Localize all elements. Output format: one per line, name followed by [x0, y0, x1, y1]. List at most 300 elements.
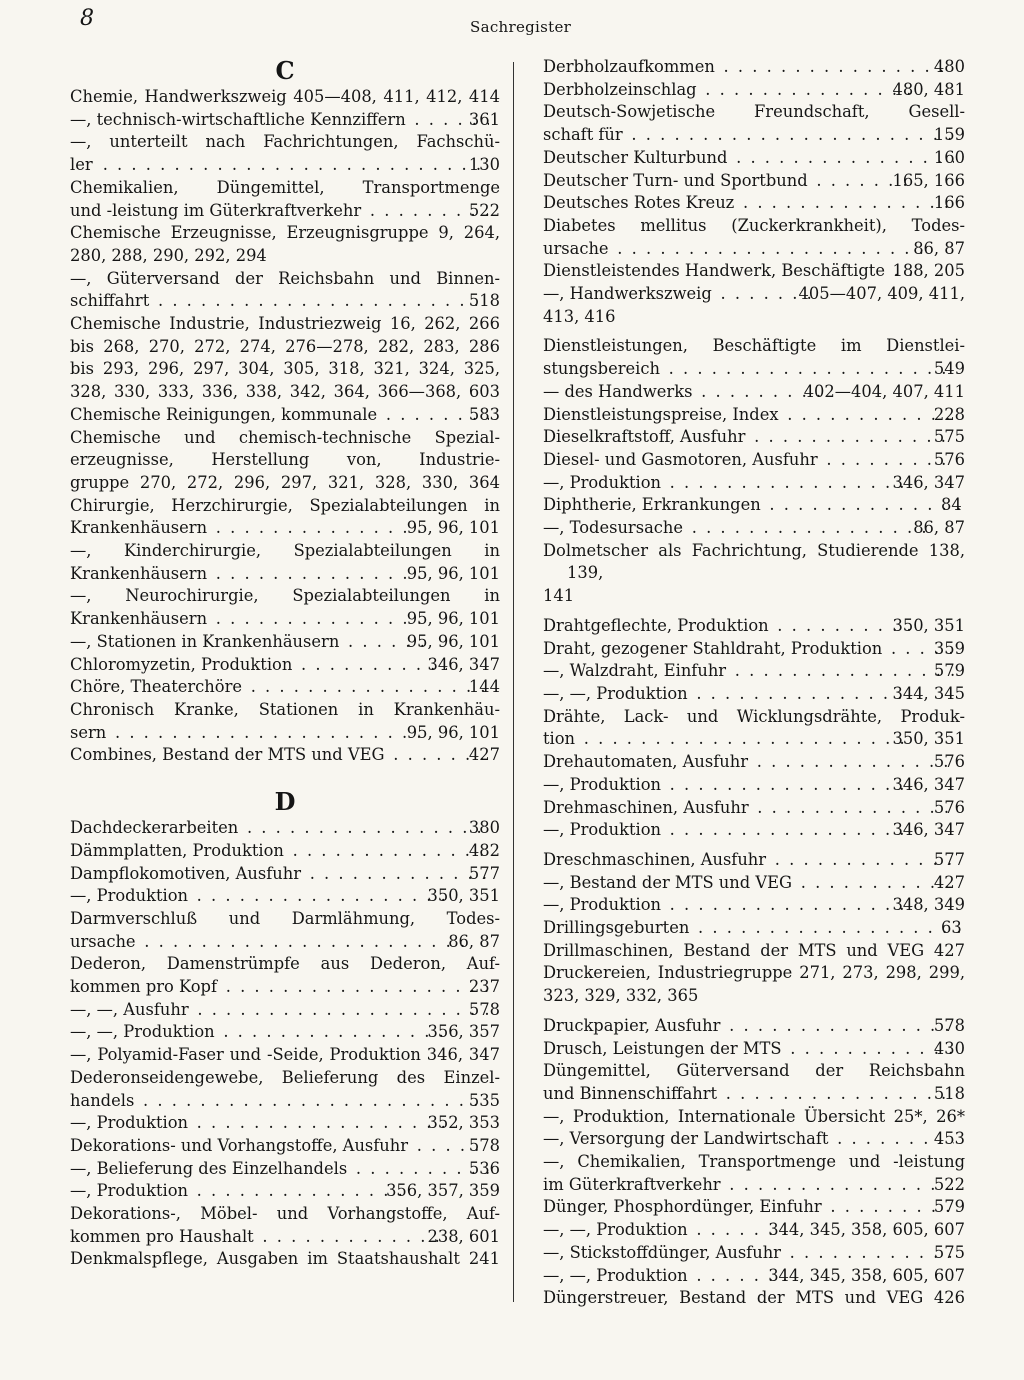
index-line [543, 1196, 965, 1219]
index-line [70, 1135, 500, 1158]
entry-text: —, —, Produktion [70, 1022, 215, 1042]
page-refs: 159 [933, 125, 965, 145]
index-line: Chemikalien, Düngemittel, Transportmenge [70, 177, 500, 197]
dot-leader [724, 1015, 953, 1038]
index-entry [70, 268, 500, 313]
page-refs: 402—404, 407, 411 [803, 381, 965, 401]
index-entry [70, 222, 500, 267]
index-entry [70, 109, 500, 132]
index-entry [543, 147, 965, 170]
page-refs: 356, 357, 359 [386, 1181, 500, 1201]
dot-leader [153, 290, 489, 313]
entry-text: ursache [70, 931, 136, 951]
dot-leader [579, 728, 912, 751]
index-entry [70, 840, 500, 863]
index-line: 141 [543, 586, 575, 606]
page-refs: 579 [933, 1197, 965, 1217]
entry-text: —, Bestand der MTS und VEG [543, 872, 793, 892]
dot-leader [613, 238, 934, 261]
index-entry [70, 1044, 500, 1067]
page-refs: 237 [468, 977, 500, 997]
index-entry [543, 472, 965, 495]
index-entry [70, 1021, 500, 1044]
entry-text: —, Produktion [543, 774, 661, 794]
index-entry [543, 426, 965, 449]
entry-text: schaft für [543, 125, 623, 145]
dot-leader [731, 147, 954, 170]
page-refs: 427 [468, 745, 500, 765]
entry-text: sern [70, 722, 107, 742]
dot-leader [701, 79, 913, 102]
index-entry [70, 1180, 500, 1203]
page-refs: 575 [933, 427, 965, 447]
dot-leader [752, 751, 954, 774]
index-entry [543, 381, 965, 404]
index-entry [543, 660, 965, 683]
entry-text: Dienstleistendes Handwerk, Beschäftigte [543, 261, 885, 281]
entry-text: Diphtherie, Erkrankungen [543, 495, 761, 515]
index-entry [543, 1265, 965, 1288]
index-entry [70, 404, 500, 427]
dot-leader [258, 1226, 448, 1249]
index-entry [70, 313, 500, 404]
index-entry [70, 744, 500, 767]
index-line: Chronisch Kranke, Stationen in Krankenhäu- [70, 699, 500, 719]
dot-leader [192, 885, 448, 908]
entry-text: Dreschmaschinen, Ausfuhr [543, 849, 767, 869]
index-line [543, 358, 965, 381]
index-entry [70, 654, 500, 677]
index-entry [70, 131, 500, 176]
index-entry [70, 1203, 500, 1248]
index-line: Druckereien, Industriegruppe 271, 273, 298, 299, [543, 963, 965, 983]
index-line [543, 1242, 965, 1265]
dot-leader [796, 872, 954, 895]
index-line [543, 381, 965, 404]
index-line: Diphtherie, Erkrankungen . . . 84 [567, 494, 965, 517]
page-refs: 579 [933, 661, 965, 681]
page-refs: 482 [468, 840, 500, 860]
page-refs: 95, 96, 101 [406, 563, 500, 583]
entry-text: — des Handwerks [543, 381, 693, 401]
index-entry [543, 638, 965, 661]
dot-leader [664, 358, 954, 381]
index-entry [543, 283, 965, 328]
page-refs: 346, 347 [892, 820, 965, 840]
index-entry [543, 774, 965, 797]
index-line [70, 200, 500, 223]
dot-leader [693, 917, 961, 940]
page-refs: 350, 351 [892, 615, 965, 635]
entry-text: Draht, gezogener Stahldraht, Produktion [543, 638, 883, 658]
entry-text: kommen pro Kopf [70, 977, 218, 997]
index-line [543, 170, 965, 193]
index-line [543, 147, 965, 170]
index-line [70, 1112, 500, 1135]
page-refs: 518 [933, 1083, 965, 1103]
index-line: Dederonseidengewebe, Belieferung des Einzel- [70, 1067, 500, 1087]
index-line [543, 872, 965, 895]
page-refs: 346, 347 [427, 654, 500, 674]
entry-text: Dünger, Phosphordünger, Einfuhr [543, 1197, 822, 1217]
entry-text: Dieselkraftstoff, Ausfuhr [543, 427, 746, 447]
index-line: bis 268, 270, 272, 274, 276—278, 282, 283, 286 [70, 336, 500, 356]
index-line: —, Güterversand der Reichsbahn und Binnen- [70, 268, 500, 288]
index-entry [543, 215, 965, 260]
entry-text: Drusch, Leistungen der MTS [543, 1038, 782, 1058]
entry-text: Dampflokomotiven, Ausfuhr [70, 863, 301, 883]
index-line: Dekorations-, Möbel- und Vorhangstoffe, Auf- [70, 1204, 500, 1224]
index-line [70, 885, 500, 908]
page-refs: 86, 87 [913, 518, 965, 538]
index-line: Düngerstreuer, Bestand der MTS und VEG 426 [543, 1288, 965, 1308]
entry-text: Dekorations- und Vorhangstoffe, Ausfuhr [70, 1135, 409, 1155]
index-entry [543, 170, 965, 193]
page-refs: 405—407, 409, 411, [798, 284, 965, 304]
dot-leader [98, 154, 489, 177]
page-refs: 352, 353 [427, 1113, 500, 1133]
page-refs: 348, 349 [892, 895, 965, 915]
index-line: Dederon, Damenstrümpfe aus Dederon, Auf- [70, 954, 500, 974]
dot-leader [665, 774, 913, 797]
page-refs: 166 [933, 193, 965, 213]
entry-text: —, Handwerkszweig [543, 284, 712, 304]
index-line [70, 608, 500, 631]
index-line: —, Polyamid-Faser und -Seide, Produktion 346, 347 [70, 1045, 500, 1065]
entry-text: —, —, Produktion [543, 1265, 688, 1285]
index-entry [70, 585, 500, 630]
index-entry [70, 817, 500, 840]
index-line [70, 109, 500, 132]
entry-text: Krankenhäusern [70, 609, 208, 629]
index-entry [543, 335, 965, 380]
dot-leader [665, 819, 913, 842]
index-entry [70, 631, 500, 654]
page-refs: 228 [933, 404, 965, 424]
entry-text: —, Produktion [70, 1113, 188, 1133]
page-refs: 346, 347 [892, 472, 965, 492]
index-line: —, Neurochirurgie, Spezialabteilungen in [70, 586, 500, 606]
dot-leader [211, 517, 427, 540]
index-entry [543, 1128, 965, 1151]
dot-leader [246, 676, 489, 699]
entry-text: —, Stickstoffdünger, Ausfuhr [543, 1242, 781, 1262]
index-entry [70, 1112, 500, 1135]
index-entry [543, 1038, 965, 1061]
index-line [543, 683, 965, 706]
page-refs: 583 [468, 404, 500, 424]
entry-text: Chöre, Theaterchöre [70, 677, 242, 697]
entry-text: —, Belieferung des Einzelhandels [70, 1158, 348, 1178]
index-line: Chemische Erzeugnisse, Erzeugnisgruppe 9, 264, [70, 223, 500, 243]
entry-text: Diesel- und Gasmotoren, Ausfuhr [543, 449, 818, 469]
dot-leader [288, 840, 489, 863]
entry-text: —, —, Produktion [543, 683, 688, 703]
page-refs: 430 [933, 1038, 965, 1058]
entry-text: Druckpapier, Ausfuhr [543, 1015, 721, 1035]
index-line: Drillmaschinen, Bestand der MTS und VEG 427 [543, 940, 965, 960]
index-line [543, 1015, 965, 1038]
index-entry [70, 953, 500, 998]
index-entry [70, 999, 500, 1022]
page-refs: 95, 96, 101 [406, 631, 500, 651]
page-refs: 344, 345, 358, 605, 607 [768, 1265, 965, 1285]
page-refs: 350, 351 [427, 886, 500, 906]
page-refs: 95, 96, 101 [406, 722, 500, 742]
entry-text: kommen pro Haushalt [70, 1226, 254, 1246]
entry-text: Deutscher Turn- und Sportbund [543, 170, 808, 190]
page-refs: 144 [468, 677, 500, 697]
index-line [543, 426, 965, 449]
index-line: —, Kinderchirurgie, Spezialabteilungen in [70, 541, 500, 561]
dot-leader [687, 517, 933, 540]
index-line: Denkmalspflege, Ausgaben im Staatshaushalt 241 [70, 1249, 500, 1269]
dot-leader [110, 722, 427, 745]
entry-text: Krankenhäusern [70, 563, 208, 583]
index-line: erzeugnisse, Herstellung von, Industrie- [70, 450, 500, 470]
index-line [543, 472, 965, 495]
index-line [543, 56, 965, 79]
index-line [70, 1021, 500, 1044]
index-entry [543, 540, 965, 608]
dot-leader [785, 1242, 954, 1265]
page-refs: 95, 96, 101 [406, 609, 500, 629]
dot-leader [665, 894, 913, 917]
index-line [70, 999, 500, 1022]
index-line: Deutsch-Sowjetische Freundschaft, Gesell- [543, 102, 965, 122]
index-entry [543, 1242, 965, 1265]
page-refs: 95, 96, 101 [406, 518, 500, 538]
dot-leader [219, 1021, 448, 1044]
page-refs: 577 [933, 849, 965, 869]
index-line: Drähte, Lack- und Wicklungsdrähte, Produk- [543, 706, 965, 726]
index-entry [543, 962, 965, 1007]
index-line [543, 79, 965, 102]
page-refs: 522 [933, 1174, 965, 1194]
entry-text: —, Todesursache [543, 518, 684, 538]
entry-text: Derbholzeinschlag [543, 79, 697, 99]
entry-text: ursache [543, 238, 609, 258]
entry-text: —, Walzdraht, Einfuhr [543, 661, 727, 681]
index-line: 413, 416 [543, 306, 616, 326]
page-refs: 480 [933, 57, 965, 76]
index-entry [543, 1287, 965, 1310]
index-line [543, 1083, 965, 1106]
page-refs: 165, 166 [892, 170, 965, 190]
index-entry [70, 86, 500, 109]
index-entry [70, 863, 500, 886]
index-line [70, 722, 500, 745]
index-line [70, 404, 500, 427]
index-line: ler . . . 130 [94, 154, 500, 177]
dot-leader [138, 1090, 489, 1113]
page-refs: 346, 347 [892, 774, 965, 794]
index-line [543, 517, 965, 540]
entry-text: schiffahrt [70, 291, 150, 311]
index-line: Darmverschluß und Darmlähmung, Todes- [70, 908, 500, 928]
index-line [70, 631, 500, 654]
entry-text: Krankenhäusern [70, 518, 208, 538]
index-entry [543, 79, 965, 102]
index-entry [543, 1219, 965, 1242]
index-entry [70, 495, 500, 540]
section-letter: D [274, 787, 296, 817]
entry-text: Chemische Reinigungen, kommunale [70, 404, 378, 424]
index-entry [543, 1060, 965, 1105]
dot-leader [296, 654, 447, 677]
entry-text: im Güterkraftverkehr [543, 1174, 721, 1194]
index-line [543, 283, 965, 306]
index-entry [70, 908, 500, 953]
page-refs: 575 [933, 1242, 965, 1262]
index-line [543, 774, 965, 797]
entry-text: —, Versorgung der Landwirtschaft [543, 1129, 829, 1149]
index-line: Dolmetscher als Fachrichtung, Studierende 138, 139, [543, 540, 965, 583]
entry-text: Drehmaschinen, Ausfuhr [543, 797, 749, 817]
right-column [543, 56, 965, 1310]
page-refs: 518 [468, 291, 500, 311]
index-line [70, 931, 500, 954]
dot-leader [211, 563, 427, 586]
page-refs: 380 [468, 818, 500, 838]
index-line [543, 615, 965, 638]
index-entry [543, 449, 965, 472]
index-line [70, 817, 500, 840]
index-line [543, 728, 965, 751]
page-refs: 480, 481 [892, 79, 965, 99]
index-line [543, 260, 965, 283]
index-line: Drillingsgeburten . . . 63 [567, 917, 965, 940]
page-refs: 344, 345, 358, 605, 607 [768, 1220, 965, 1240]
index-line [543, 238, 965, 261]
index-line [70, 863, 500, 886]
dot-leader [140, 931, 469, 954]
index-entry [543, 1106, 965, 1129]
index-entry [543, 615, 965, 638]
page-refs: 578 [468, 999, 500, 1019]
index-entry [70, 540, 500, 585]
page-refs: 578 [933, 1015, 965, 1035]
index-entry [70, 1248, 500, 1271]
dot-leader [627, 124, 954, 147]
index-line [543, 660, 965, 683]
section-letter: C [275, 56, 295, 85]
running-title: Sachregister [470, 18, 572, 36]
entry-text: —, Produktion [70, 886, 188, 906]
index-line: gruppe 270, 272, 296, 297, 321, 328, 330, 364 [70, 472, 500, 492]
index-entry [543, 1196, 965, 1219]
page-number: 8 [80, 6, 94, 31]
dot-leader [783, 404, 954, 427]
index-line: Chemische Industrie, Industriezweig 16, 262, 266 [70, 314, 500, 334]
index-line [70, 840, 500, 863]
index-line [70, 976, 500, 999]
index-entry [543, 683, 965, 706]
dot-leader [749, 426, 953, 449]
index-line: 328, 330, 333, 336, 338, 342, 364, 366—368, 603 [70, 382, 500, 402]
index-entry [70, 676, 500, 699]
index-line [543, 1174, 965, 1197]
dot-leader [786, 1038, 954, 1061]
page-refs: 238, 601 [427, 1226, 500, 1246]
page-refs: 188, 205 [892, 261, 965, 281]
dot-leader [730, 660, 954, 683]
dot-leader [192, 1180, 406, 1203]
entry-text: —, technisch-wirtschaftliche Kennziffern [70, 109, 406, 129]
page-refs: 576 [933, 449, 965, 469]
index-line [70, 563, 500, 586]
index-line [543, 751, 965, 774]
page-refs: 356, 357 [427, 1022, 500, 1042]
index-line [70, 290, 500, 313]
entry-text: —, Produktion [70, 1181, 188, 1201]
index-entry [70, 1135, 500, 1158]
entry-text: —, —, Ausfuhr [70, 999, 189, 1019]
index-line [70, 676, 500, 699]
entry-text: handels [70, 1090, 135, 1110]
entry-text: und Binnenschiffahrt [543, 1083, 718, 1103]
index-line [543, 124, 965, 147]
entry-text: Deutsches Rotes Kreuz [543, 193, 735, 213]
index-line: Chirurgie, Herzchirurgie, Spezialabteilungen in [70, 495, 500, 515]
index-entry [543, 1015, 965, 1038]
entry-text: —, Stationen in Krankenhäusern [70, 631, 340, 651]
index-line [70, 1226, 500, 1249]
dot-leader [738, 192, 954, 215]
entry-text: Deutscher Kulturbund [543, 147, 728, 167]
page-refs: 578 [468, 1135, 500, 1155]
entry-text: tion [543, 729, 576, 749]
dot-leader [770, 849, 954, 872]
dot-leader [719, 56, 954, 79]
index-line: bis 293, 296, 297, 304, 305, 318, 321, 324, 325, [70, 359, 500, 379]
index-entry [70, 1158, 500, 1181]
entry-text: —, Produktion [543, 472, 661, 492]
index-line: 323, 329, 332, 365 [543, 986, 699, 1006]
dot-leader [765, 494, 961, 517]
page-refs: 350, 351 [892, 729, 965, 749]
index-entry [543, 404, 965, 427]
page-refs: 453 [933, 1129, 965, 1149]
index-line [543, 404, 965, 427]
index-line [543, 819, 965, 842]
entry-text: —, Produktion [543, 820, 661, 840]
dot-leader [692, 683, 913, 706]
index-entry [70, 427, 500, 495]
index-entry [543, 940, 965, 963]
index-entry [543, 819, 965, 842]
dot-leader [242, 817, 489, 840]
dot-leader [221, 976, 489, 999]
dot-leader [721, 1083, 954, 1106]
index-line [543, 1219, 965, 1242]
index-line [70, 1090, 500, 1113]
page-refs: 549 [933, 359, 965, 379]
index-line [70, 517, 500, 540]
index-entry [543, 872, 965, 895]
index-entry [543, 751, 965, 774]
entry-text: Drahtgeflechte, Produktion [543, 615, 769, 635]
index-line [543, 192, 965, 215]
page-refs: 86, 87 [913, 238, 965, 258]
index-entry [543, 894, 965, 917]
index-line [543, 1265, 965, 1288]
dot-leader [193, 999, 489, 1022]
page-refs: 577 [468, 863, 500, 883]
dot-leader [725, 1174, 954, 1197]
entry-text: Dachdeckerarbeiten [70, 818, 239, 838]
index-entry [70, 885, 500, 908]
